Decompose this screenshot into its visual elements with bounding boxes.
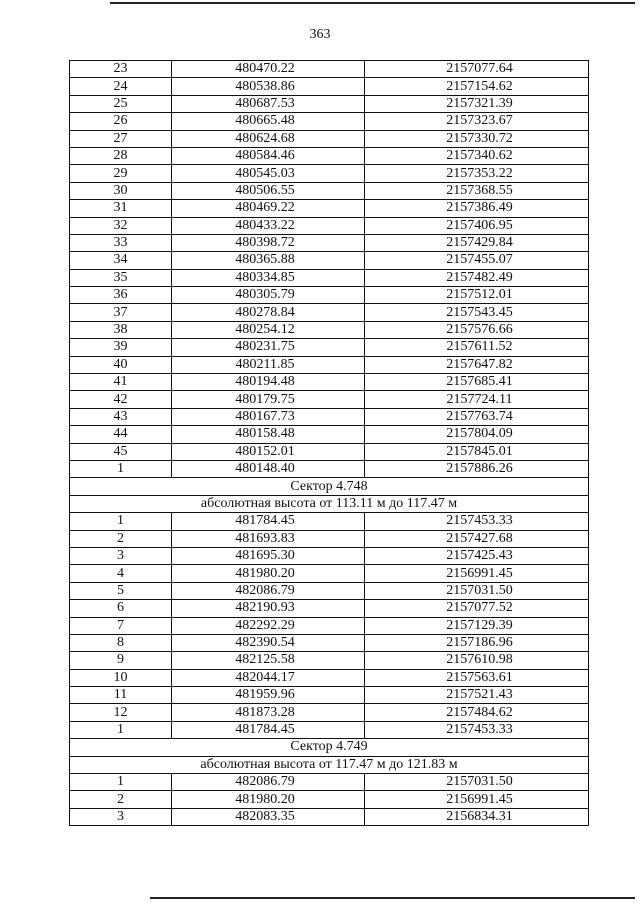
y-coordinate-cell: 2157543.45 xyxy=(365,304,589,321)
y-coordinate-cell: 2157886.26 xyxy=(365,460,589,477)
point-number-cell: 35 xyxy=(70,269,172,286)
table-row xyxy=(70,61,589,78)
scan-edge-top xyxy=(110,2,635,4)
point-number-cell: 1 xyxy=(70,513,172,530)
point-number-cell: 6 xyxy=(70,600,172,617)
point-number-cell: 3 xyxy=(70,547,172,564)
x-coordinate-cell: 482086.79 xyxy=(172,582,365,599)
point-number-cell: 40 xyxy=(70,356,172,373)
x-coordinate-cell: 480469.22 xyxy=(172,200,365,217)
point-number-cell: 33 xyxy=(70,234,172,251)
table-row xyxy=(70,808,589,825)
table-row xyxy=(70,391,589,408)
coordinates-table-container xyxy=(69,60,588,826)
y-coordinate-cell: 2157647.82 xyxy=(365,356,589,373)
y-coordinate-cell: 2157845.01 xyxy=(365,443,589,460)
page-number: 363 xyxy=(309,27,331,42)
table-row xyxy=(70,600,589,617)
y-coordinate-cell: 2157031.50 xyxy=(365,774,589,791)
sector-title: Сектор 4.748 xyxy=(70,478,589,495)
point-number-cell: 23 xyxy=(70,61,172,78)
point-number-cell: 44 xyxy=(70,426,172,443)
x-coordinate-cell: 480506.55 xyxy=(172,182,365,199)
x-coordinate-cell: 482292.29 xyxy=(172,617,365,634)
y-coordinate-cell: 2157321.39 xyxy=(365,95,589,112)
x-coordinate-cell: 481784.45 xyxy=(172,721,365,738)
y-coordinate-cell: 2157482.49 xyxy=(365,269,589,286)
sector-header-row xyxy=(70,739,589,756)
sector-title: Сектор 4.749 xyxy=(70,739,589,756)
point-number-cell: 5 xyxy=(70,582,172,599)
x-coordinate-cell: 480665.48 xyxy=(172,113,365,130)
point-number-cell: 10 xyxy=(70,669,172,686)
table-row xyxy=(70,669,589,686)
y-coordinate-cell: 2157077.52 xyxy=(365,600,589,617)
table-row xyxy=(70,547,589,564)
y-coordinate-cell: 2157576.66 xyxy=(365,321,589,338)
x-coordinate-cell: 480470.22 xyxy=(172,61,365,78)
sector-header-row xyxy=(70,478,589,495)
y-coordinate-cell: 2157330.72 xyxy=(365,130,589,147)
x-coordinate-cell: 482190.93 xyxy=(172,600,365,617)
table-row xyxy=(70,356,589,373)
x-coordinate-cell: 480433.22 xyxy=(172,217,365,234)
y-coordinate-cell: 2157386.49 xyxy=(365,200,589,217)
point-number-cell: 3 xyxy=(70,808,172,825)
y-coordinate-cell: 2157611.52 xyxy=(365,339,589,356)
table-row xyxy=(70,252,589,269)
x-coordinate-cell: 482083.35 xyxy=(172,808,365,825)
point-number-cell: 38 xyxy=(70,321,172,338)
table-row xyxy=(70,200,589,217)
table-row xyxy=(70,704,589,721)
point-number-cell: 34 xyxy=(70,252,172,269)
y-coordinate-cell: 2157563.61 xyxy=(365,669,589,686)
y-coordinate-cell: 2157429.84 xyxy=(365,234,589,251)
point-number-cell: 30 xyxy=(70,182,172,199)
x-coordinate-cell: 480687.53 xyxy=(172,95,365,112)
y-coordinate-cell: 2156834.31 xyxy=(365,808,589,825)
x-coordinate-cell: 481980.20 xyxy=(172,565,365,582)
point-number-cell: 37 xyxy=(70,304,172,321)
point-number-cell: 8 xyxy=(70,634,172,651)
point-number-cell: 24 xyxy=(70,78,172,95)
x-coordinate-cell: 481784.45 xyxy=(172,513,365,530)
y-coordinate-cell: 2157484.62 xyxy=(365,704,589,721)
table-row xyxy=(70,287,589,304)
y-coordinate-cell: 2157610.98 xyxy=(365,652,589,669)
y-coordinate-cell: 2157685.41 xyxy=(365,374,589,391)
y-coordinate-cell: 2157425.43 xyxy=(365,547,589,564)
point-number-cell: 12 xyxy=(70,704,172,721)
y-coordinate-cell: 2156991.45 xyxy=(365,791,589,808)
table-row xyxy=(70,321,589,338)
y-coordinate-cell: 2157077.64 xyxy=(365,61,589,78)
y-coordinate-cell: 2157804.09 xyxy=(365,426,589,443)
y-coordinate-cell: 2157427.68 xyxy=(365,530,589,547)
point-number-cell: 2 xyxy=(70,791,172,808)
x-coordinate-cell: 480365.88 xyxy=(172,252,365,269)
y-coordinate-cell: 2157353.22 xyxy=(365,165,589,182)
point-number-cell: 28 xyxy=(70,147,172,164)
table-row xyxy=(70,460,589,477)
x-coordinate-cell: 480231.75 xyxy=(172,339,365,356)
x-coordinate-cell: 480624.68 xyxy=(172,130,365,147)
sector-altitude: абсолютная высота от 117.47 м до 121.83 м xyxy=(70,756,589,773)
point-number-cell: 29 xyxy=(70,165,172,182)
y-coordinate-cell: 2157512.01 xyxy=(365,287,589,304)
table-row xyxy=(70,304,589,321)
point-number-cell: 9 xyxy=(70,652,172,669)
point-number-cell: 43 xyxy=(70,408,172,425)
table-row xyxy=(70,78,589,95)
table-row xyxy=(70,217,589,234)
x-coordinate-cell: 481693.83 xyxy=(172,530,365,547)
coordinates-table xyxy=(69,60,589,826)
point-number-cell: 7 xyxy=(70,617,172,634)
table-row xyxy=(70,652,589,669)
y-coordinate-cell: 2156991.45 xyxy=(365,565,589,582)
y-coordinate-cell: 2157763.74 xyxy=(365,408,589,425)
y-coordinate-cell: 2157453.33 xyxy=(365,721,589,738)
table-row xyxy=(70,530,589,547)
table-row xyxy=(70,426,589,443)
x-coordinate-cell: 480305.79 xyxy=(172,287,365,304)
table-row xyxy=(70,147,589,164)
x-coordinate-cell: 480148.40 xyxy=(172,460,365,477)
point-number-cell: 42 xyxy=(70,391,172,408)
y-coordinate-cell: 2157323.67 xyxy=(365,113,589,130)
point-number-cell: 4 xyxy=(70,565,172,582)
x-coordinate-cell: 480211.85 xyxy=(172,356,365,373)
y-coordinate-cell: 2157453.33 xyxy=(365,513,589,530)
x-coordinate-cell: 480167.73 xyxy=(172,408,365,425)
point-number-cell: 32 xyxy=(70,217,172,234)
y-coordinate-cell: 2157455.07 xyxy=(365,252,589,269)
y-coordinate-cell: 2157154.62 xyxy=(365,78,589,95)
x-coordinate-cell: 481959.96 xyxy=(172,687,365,704)
x-coordinate-cell: 480179.75 xyxy=(172,391,365,408)
point-number-cell: 1 xyxy=(70,460,172,477)
x-coordinate-cell: 480584.46 xyxy=(172,147,365,164)
y-coordinate-cell: 2157724.11 xyxy=(365,391,589,408)
x-coordinate-cell: 481695.30 xyxy=(172,547,365,564)
x-coordinate-cell: 480152.01 xyxy=(172,443,365,460)
table-row xyxy=(70,721,589,738)
table-row xyxy=(70,408,589,425)
table-row xyxy=(70,774,589,791)
table-row xyxy=(70,634,589,651)
x-coordinate-cell: 480538.86 xyxy=(172,78,365,95)
point-number-cell: 41 xyxy=(70,374,172,391)
y-coordinate-cell: 2157406.95 xyxy=(365,217,589,234)
x-coordinate-cell: 480545.03 xyxy=(172,165,365,182)
x-coordinate-cell: 481980.20 xyxy=(172,791,365,808)
x-coordinate-cell: 482044.17 xyxy=(172,669,365,686)
y-coordinate-cell: 2157340.62 xyxy=(365,147,589,164)
sector-header-row xyxy=(70,495,589,512)
point-number-cell: 26 xyxy=(70,113,172,130)
point-number-cell: 1 xyxy=(70,721,172,738)
scan-edge-bottom xyxy=(150,897,635,899)
table-row xyxy=(70,339,589,356)
sector-header-row xyxy=(70,756,589,773)
x-coordinate-cell: 482086.79 xyxy=(172,774,365,791)
point-number-cell: 36 xyxy=(70,287,172,304)
table-row xyxy=(70,617,589,634)
point-number-cell: 27 xyxy=(70,130,172,147)
sector-altitude: абсолютная высота от 113.11 м до 117.47 м xyxy=(70,495,589,512)
point-number-cell: 45 xyxy=(70,443,172,460)
x-coordinate-cell: 482390.54 xyxy=(172,634,365,651)
point-number-cell: 25 xyxy=(70,95,172,112)
table-row xyxy=(70,165,589,182)
table-row xyxy=(70,513,589,530)
x-coordinate-cell: 480194.48 xyxy=(172,374,365,391)
table-row xyxy=(70,443,589,460)
x-coordinate-cell: 480254.12 xyxy=(172,321,365,338)
table-row xyxy=(70,182,589,199)
point-number-cell: 1 xyxy=(70,774,172,791)
table-row xyxy=(70,130,589,147)
x-coordinate-cell: 480158.48 xyxy=(172,426,365,443)
table-row xyxy=(70,234,589,251)
x-coordinate-cell: 480398.72 xyxy=(172,234,365,251)
table-row xyxy=(70,113,589,130)
y-coordinate-cell: 2157186.96 xyxy=(365,634,589,651)
point-number-cell: 31 xyxy=(70,200,172,217)
table-row xyxy=(70,582,589,599)
point-number-cell: 2 xyxy=(70,530,172,547)
table-row xyxy=(70,269,589,286)
table-row xyxy=(70,791,589,808)
point-number-cell: 11 xyxy=(70,687,172,704)
table-row xyxy=(70,95,589,112)
x-coordinate-cell: 482125.58 xyxy=(172,652,365,669)
coordinates-table-body xyxy=(70,61,589,826)
y-coordinate-cell: 2157521.43 xyxy=(365,687,589,704)
table-row xyxy=(70,374,589,391)
y-coordinate-cell: 2157368.55 xyxy=(365,182,589,199)
y-coordinate-cell: 2157129.39 xyxy=(365,617,589,634)
x-coordinate-cell: 480334.85 xyxy=(172,269,365,286)
x-coordinate-cell: 480278.84 xyxy=(172,304,365,321)
point-number-cell: 39 xyxy=(70,339,172,356)
table-row xyxy=(70,687,589,704)
x-coordinate-cell: 481873.28 xyxy=(172,704,365,721)
table-row xyxy=(70,565,589,582)
y-coordinate-cell: 2157031.50 xyxy=(365,582,589,599)
